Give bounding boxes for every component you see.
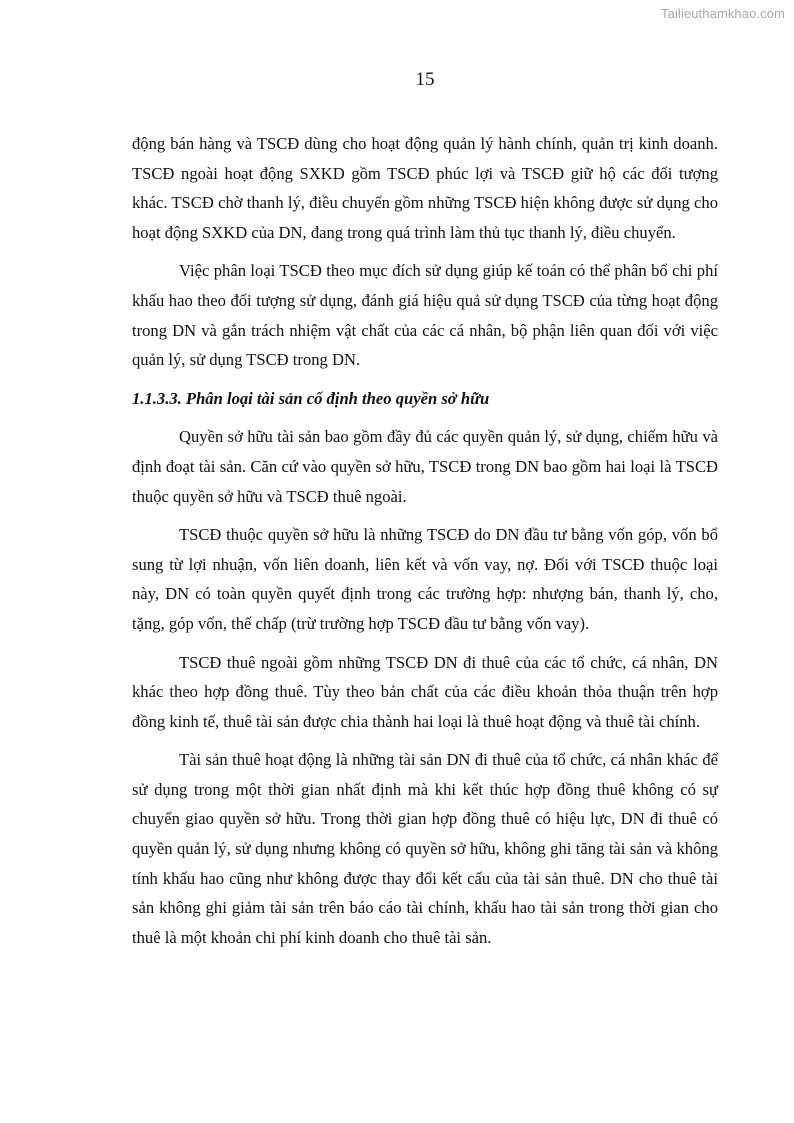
paragraph-ownership-rights: Quyền sở hữu tài sản bao gồm đầy đủ các quyền quản lý, sử dụng, chiếm hữu và định đoạt tài sản. Căn cứ vào quyền sở hữu, TSCĐ trong DN bao gồm hai loại là TSCĐ thuộc quyền sở hữu và TSCĐ thuê ngoài.: [132, 427, 718, 506]
paragraph-owned-assets: TSCĐ thuộc quyền sở hữu là những TSCĐ do DN đầu tư bằng vốn góp, vốn bổ sung từ lợi nhuận, vốn liên doanh, liên kết và vốn vay, nợ. Đối với TSCĐ thuộc loại này, DN có toàn quyền quyết định trong các trường hợp: nhượng bán, thanh lý, cho, tặng, góp vốn, thế chấp (trừ trường hợp TSCĐ đầu tư bằng vốn vay).: [132, 525, 718, 633]
section-heading: 1.1.3.3. Phân loại tài sản cố định theo quyền sở hữu: [132, 388, 490, 408]
paragraph-continuation: động bán hàng và TSCĐ dùng cho hoạt động quản lý hành chính, quản trị kinh doanh. TSCĐ ngoài hoạt động SXKD gồm TSCĐ phúc lợi và TSCĐ giữ hộ các đối tượng khác. TSCĐ chờ thanh lý, điều chuyển gồm những TSCĐ hiện không được sử dụng cho hoạt động SXKD của DN, đang trong quá trình làm thủ tục thanh lý, điều chuyển.: [132, 134, 718, 242]
paragraph-usage-classification: Việc phân loại TSCĐ theo mục đích sử dụng giúp kế toán có thể phân bổ chi phí khấu hao theo đối tượng sử dụng, đánh giá hiệu quả sử dụng TSCĐ của từng hoạt động trong DN và gắn trách nhiệm vật chất của các cá nhân, bộ phận liên quan đối với việc quản lý, sử dụng TSCĐ trong DN.: [132, 261, 718, 370]
paragraph-leased-assets: TSCĐ thuê ngoài gồm những TSCĐ DN đi thuê của các tổ chức, cá nhân, DN khác theo hợp đồng thuê. Tùy theo bản chất của các điều khoản thỏa thuận trên hợp đồng kinh tế, thuê tài sản được chia thành hai loại là thuê hoạt động và thuê tài chính.: [132, 652, 718, 731]
page-number: 15: [415, 69, 435, 90]
watermark: Tailieuthamkhao.com: [660, 6, 785, 21]
paragraph-operating-lease: Tài sản thuê hoạt động là những tài sản DN đi thuê của tổ chức, cá nhân khác để sử dụng trong một thời gian nhất định mà khi kết thúc hợp đồng thuê không có sự chuyển giao quyền sở hữu. Trong thời gian hợp đồng thuê có hiệu lực, DN đi thuê có quyền quản lý, sử dụng nhưng không có quyền sở hữu, không ghi tăng tài sản và không tính khấu hao cũng như không được thay đổi kết cấu của tài sản thuê. DN cho thuê tài sản không ghi giảm tài sản trên báo cáo tài chính, khấu hao tài sản trong thời gian cho thuê là một khoản chi phí kinh doanh cho thuê tài sản.: [132, 750, 718, 947]
document-body: [132, 129, 718, 961]
